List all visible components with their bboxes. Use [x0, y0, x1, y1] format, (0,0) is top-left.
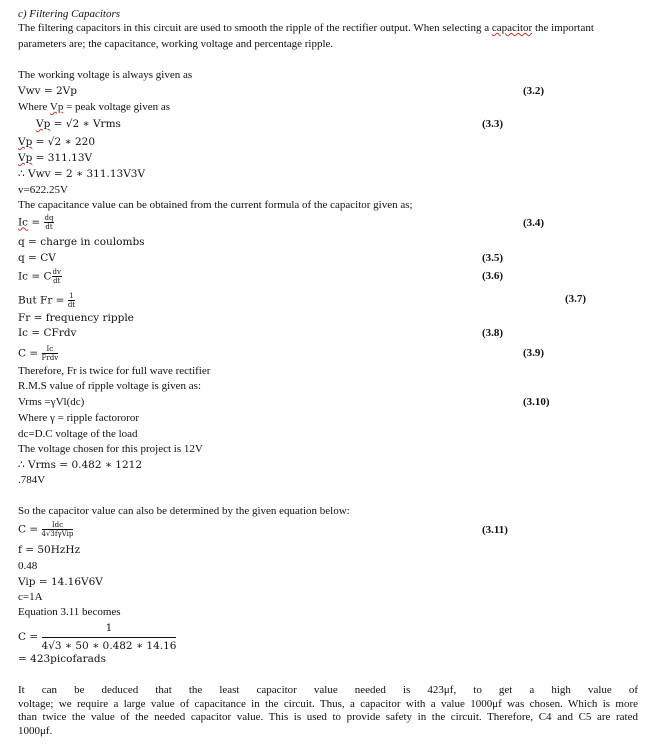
- equation-ref-3-11: (3.11): [482, 524, 508, 536]
- c-label: C =: [18, 631, 42, 643]
- c-label: C =: [18, 347, 42, 360]
- vip-value: Vip = 14.16V6V: [18, 576, 103, 588]
- vrms-calculation: ∴ Vrms = 0.482 ∗ 1212: [18, 459, 143, 471]
- intro-text-b: the important: [532, 22, 594, 34]
- equation-ref-3-10: (3.10): [523, 396, 550, 408]
- equation-ref-3-2: (3.2): [523, 85, 545, 97]
- vwv-equation: Vwv = 2Vp: [18, 85, 77, 97]
- gamma-value: 0.48: [18, 560, 38, 572]
- therefore-fr-text: Therefore, Fr is twice for full wave rectifier: [18, 365, 211, 377]
- dv-dt-fraction: [52, 268, 62, 285]
- ic-equation: [18, 214, 54, 231]
- vp-result-value: = 311.13V: [32, 152, 93, 164]
- equals-sign: =: [28, 216, 44, 229]
- c3-equation: [18, 621, 176, 653]
- conclusion-line-4: 1000μf.: [18, 724, 53, 737]
- dq-dt-fraction: [44, 214, 55, 231]
- vwv-result: v=622.25V: [18, 184, 68, 196]
- ic-cfrdv-equation: Ic = CFrdv: [18, 327, 77, 339]
- fraction-denominator: 4√3fγVip: [41, 530, 74, 538]
- capacitance-result: = 423picofarads: [18, 653, 106, 665]
- capacitance-intro: The capacitance value can be obtained from the current formula of the capacitor given as;: [18, 199, 413, 211]
- vrms-result: .784V: [18, 474, 46, 486]
- current-value: c=1A: [18, 591, 43, 603]
- conclusion-line-2: voltage; we require a large value of capacitance in the circuit. Thus, a capacitor with a value 1000μf was chosen. Which is more: [18, 697, 638, 710]
- vp-result: [18, 152, 92, 165]
- vp-substitution: [18, 136, 95, 149]
- equation-ref-3-7: (3.7): [565, 293, 587, 305]
- section-heading: c) Filtering Capacitors: [18, 8, 121, 20]
- conclusion-line-3: than twice the value of the needed capacitor value. This is used to provide safety in the circuit. Therefore, C4 and C5 are rated: [18, 711, 638, 723]
- charge-definition: q = charge in coulombs: [18, 236, 145, 248]
- dc-definition: dc=D.C voltage of the load: [18, 428, 138, 440]
- equation-ref-3-4: (3.4): [523, 217, 545, 229]
- fraction-denominator: 4√3 ∗ 50 ∗ 0.482 ∗ 14.16: [41, 640, 177, 652]
- intro-text-a: The filtering capacitors in this circuit are used to smooth the ripple of the rectifier output. When selecting a: [18, 22, 492, 34]
- c-equation: [18, 345, 58, 362]
- where-label: Where: [18, 101, 50, 113]
- fraction-denominator: dt: [67, 301, 76, 309]
- vp-symbol: Vp: [36, 118, 51, 130]
- equation-ref-3-5: (3.5): [482, 252, 504, 264]
- fraction-numerator: dv: [52, 268, 61, 276]
- vp-symbol: Vp: [18, 136, 33, 148]
- where-definition: = peak voltage given as: [63, 101, 171, 113]
- ic-symbol: Ic: [18, 216, 29, 229]
- fraction-denominator: dt: [45, 223, 53, 231]
- but-fr-label: But Fr =: [18, 294, 68, 307]
- conclusion-paragraph: [18, 684, 638, 738]
- c-label: C =: [18, 523, 42, 536]
- equation-ref-3-9: (3.9): [523, 347, 545, 359]
- equation-ref-3-3: (3.3): [482, 118, 504, 130]
- vp-equation: [36, 118, 121, 131]
- idc-fraction: [42, 521, 74, 538]
- ic-c-equation: [18, 268, 62, 285]
- voltage-chosen-text: The voltage chosen for this project is 12V: [18, 443, 203, 455]
- vp-symbol: Vp: [49, 101, 64, 113]
- so-capacitor-text: So the capacitor value can also be determined by the given equation below:: [18, 505, 350, 517]
- intro-line-1: [18, 22, 594, 35]
- one-over-dt-fraction: [68, 292, 75, 309]
- c2-equation: [18, 521, 73, 538]
- frequency-value: f = 50HzHz: [18, 544, 81, 556]
- fraction-numerator: dq: [44, 214, 54, 222]
- gamma-definition: Where γ = ripple factororor: [18, 412, 140, 424]
- working-voltage-text: The working voltage is always given as: [18, 69, 193, 81]
- fraction-numerator: 1: [69, 292, 74, 300]
- where-vp-line: [18, 101, 170, 114]
- equation-3-11-becomes: Equation 3.11 becomes: [18, 606, 121, 618]
- fraction-numerator: Idc: [42, 521, 74, 530]
- equation-ref-3-6: (3.6): [482, 270, 504, 282]
- fraction-denominator: Frdv: [41, 354, 59, 362]
- vrms-equation: Vrms =γVl(dc): [18, 396, 85, 408]
- final-fraction: [42, 621, 177, 653]
- equation-ref-3-8: (3.8): [482, 327, 504, 339]
- ic-c-label: Ic = C: [18, 270, 52, 283]
- fraction-numerator: 1: [42, 621, 177, 638]
- vwv-calculation: ∴ Vwv = 2 ∗ 311.13V3V: [18, 168, 146, 180]
- vp-expression: = √2 ∗ Vrms: [50, 118, 121, 130]
- ic-frdv-fraction: [42, 345, 59, 362]
- fr-equation: [18, 292, 75, 309]
- vp-substitution-value: = √2 ∗ 220: [32, 136, 96, 148]
- vp-symbol: Vp: [18, 152, 33, 164]
- spellcheck-word: capacitor: [491, 22, 533, 34]
- q-cv-equation: q = CV: [18, 252, 56, 264]
- rms-intro: R.M.S value of ripple voltage is given as:: [18, 380, 201, 392]
- fr-definition: Fr = frequency ripple: [18, 312, 134, 324]
- fraction-numerator: Ic: [42, 345, 59, 354]
- conclusion-line-1: It can be deduced that the least capacitor value needed is 423μf, to get a high value of: [18, 684, 638, 696]
- fraction-denominator: dt: [53, 277, 61, 285]
- intro-line-2: parameters are; the capacitance, working voltage and percentage ripple.: [18, 38, 334, 50]
